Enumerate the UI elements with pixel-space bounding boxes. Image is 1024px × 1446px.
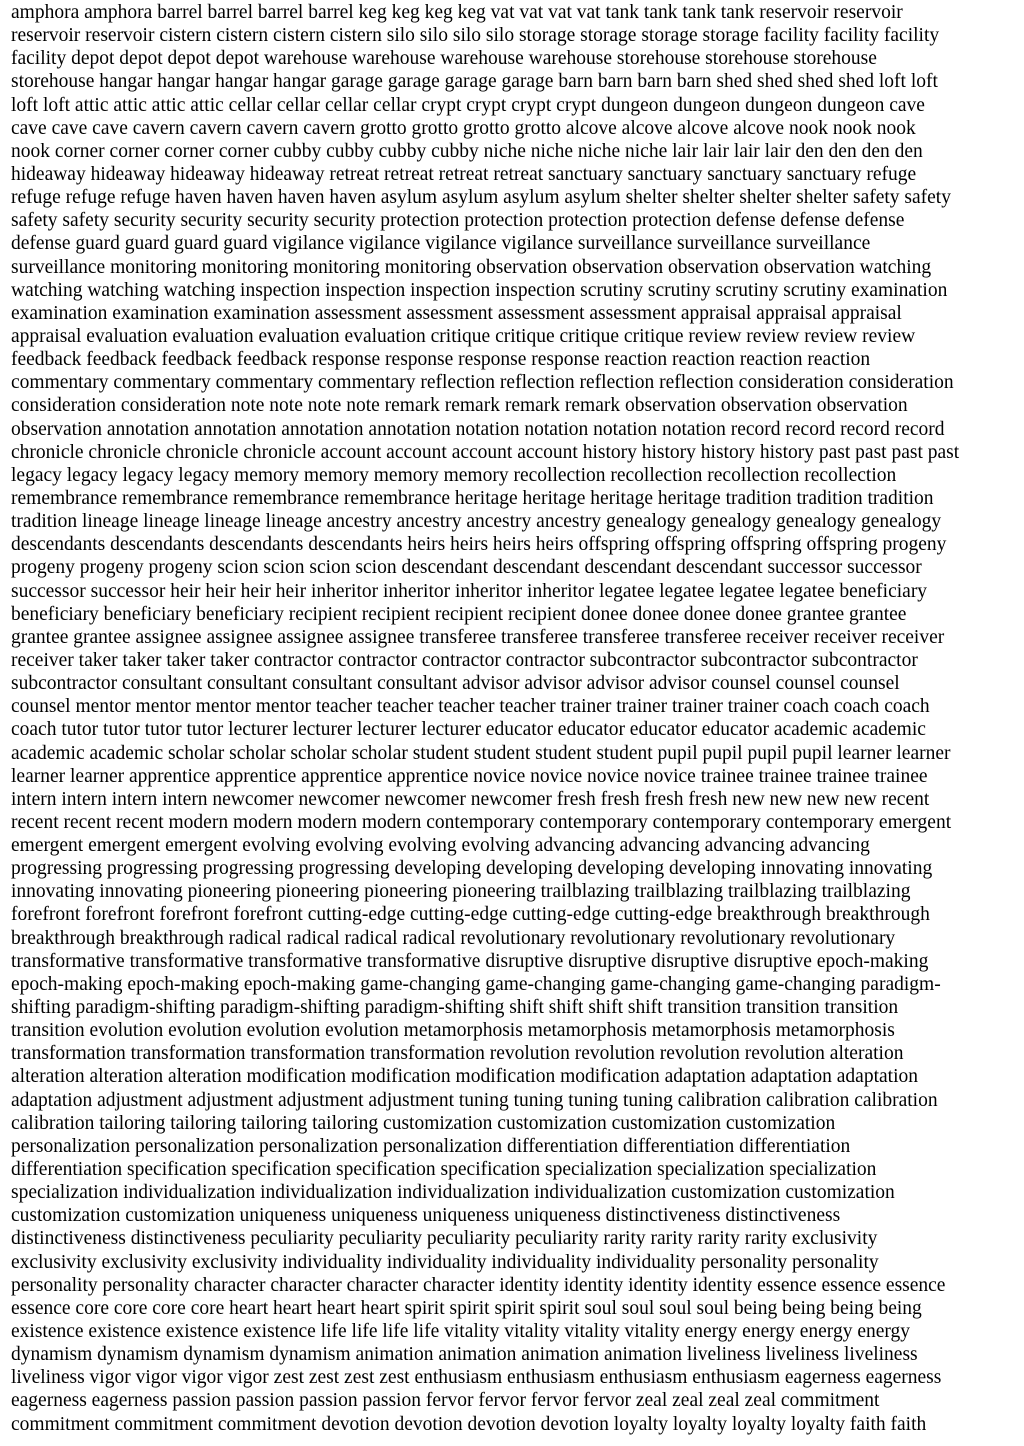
text-line: progeny progeny progeny scion scion scion scion descendant descendant descendant descendant successor successor (11, 557, 922, 579)
text-line: safety safety security security security security protection protection protection protection defense defense defense (11, 210, 905, 232)
text-line: distinctiveness distinctiveness peculiarity peculiarity peculiarity peculiarity rarity rarity rarity rarity exclusivity (11, 1228, 878, 1250)
text-line: existence existence existence existence life life life life vitality vitality vitality vitality energy energy energy energy (11, 1321, 911, 1343)
text-line: forefront forefront forefront forefront cutting-edge cutting-edge cutting-edge cutting-edge breakthrough breakthrough (11, 904, 930, 926)
text-line: intern intern intern intern newcomer newcomer newcomer newcomer fresh fresh fresh fresh new new new new recent (11, 788, 930, 810)
body-text (11, 1, 1015, 1436)
text-line: commitment commitment commitment devotion devotion devotion devotion loyalty loyalty loyalty loyalty faith faith (11, 1413, 927, 1435)
text-line: adaptation adjustment adjustment adjustment adjustment tuning tuning tuning tuning calibration calibration calibration (11, 1089, 938, 1111)
text-line: dynamism dynamism dynamism dynamism animation animation animation animation liveliness liveliness liveliness (11, 1344, 918, 1366)
text-line: personalization personalization personalization personalization differentiation differentiation differentiation (11, 1135, 851, 1157)
text-line: hideaway hideaway hideaway hideaway retreat retreat retreat retreat sanctuary sanctuary sanctuary sanctuary refuge (11, 163, 917, 185)
text-line: progressing progressing progressing progressing developing developing developing developing innovating innovating (11, 858, 933, 880)
text-line: chronicle chronicle chronicle chronicle account account account account history history history history past past past past (11, 441, 960, 463)
text-line: amphora amphora barrel barrel barrel barrel keg keg keg keg vat vat vat vat tank tank tank tank reservoir reservoir (11, 2, 903, 23)
text-line: refuge refuge refuge haven haven haven haven asylum asylum asylum asylum shelter shelter shelter shelter safety safety (11, 187, 951, 209)
text-line: examination examination examination assessment assessment assessment assessment appraisal appraisal appraisal (11, 302, 902, 324)
text-line: personality personality character character character character identity identity identity identity essence essence essence (11, 1274, 946, 1296)
text-line: appraisal evaluation evaluation evaluation evaluation critique critique critique critique review review review review (11, 325, 916, 347)
text-line: exclusivity exclusivity exclusivity individuality individuality individuality individuality personality personality (11, 1251, 879, 1273)
text-line: observation annotation annotation annotation annotation notation notation notation notation record record record record (11, 418, 945, 440)
text-line: storehouse hangar hangar hangar hangar garage garage garage garage barn barn barn barn shed shed shed shed loft loft (11, 71, 938, 93)
text-line: tradition lineage lineage lineage lineage ancestry ancestry ancestry ancestry genealogy genealogy genealogy genealogy (11, 511, 942, 533)
text-line: defense guard guard guard guard vigilance vigilance vigilance vigilance surveillance surveillance surveillance (11, 233, 871, 255)
text-line: transformation transformation transformation transformation revolution revolution revolution revolution alteration (11, 1043, 904, 1065)
text-line: successor successor heir heir heir heir inheritor inheritor inheritor inheritor legatee legatee legatee legatee beneficiary (11, 580, 928, 602)
text-line: customization customization uniqueness uniqueness uniqueness uniqueness distinctiveness distinctiveness (11, 1205, 841, 1227)
text-line: innovating innovating pioneering pioneering pioneering pioneering trailblazing trailblazing trailblazing trailblazing (11, 881, 911, 903)
text-line: reservoir reservoir cistern cistern cistern cistern silo silo silo silo storage storage storage storage facility facility facility (11, 25, 940, 47)
text-line: commentary commentary commentary commentary reflection reflection reflection reflection consideration consideration (11, 372, 954, 394)
text-line: beneficiary beneficiary beneficiary recipient recipient recipient recipient donee donee donee donee grantee grantee (11, 603, 907, 625)
text-line: liveliness vigor vigor vigor vigor zest zest zest zest enthusiasm enthusiasm enthusiasm enthusiasm eagerness eagerness (11, 1367, 942, 1389)
text-line: facility depot depot depot depot warehouse warehouse warehouse warehouse storehouse storehouse storehouse (11, 48, 877, 70)
text-line: loft loft attic attic attic attic cellar cellar cellar cellar crypt crypt crypt crypt dungeon dungeon dungeon dungeon cave (11, 94, 925, 116)
text-line: transition evolution evolution evolution evolution metamorphosis metamorphosis metamorphosis metamorphosis (11, 1020, 895, 1042)
text-line: legacy legacy legacy legacy memory memory memory memory recollection recollection recollection recollection (11, 464, 897, 486)
text-line: shifting paradigm-shifting paradigm-shifting paradigm-shifting shift shift shift shift transition transition transition (11, 997, 899, 1019)
text-line: transformative transformative transformative transformative disruptive disruptive disruptive disruptive epoch-making (11, 950, 929, 972)
text-line: subcontractor consultant consultant consultant consultant advisor advisor advisor advisor counsel counsel counsel (11, 673, 900, 695)
text-line: epoch-making epoch-making epoch-making game-changing game-changing game-changing game-changing paradigm- (11, 973, 941, 995)
text-line: grantee grantee assignee assignee assignee assignee transferee transferee transferee transferee receiver receiver receiver (11, 626, 945, 648)
text-line: eagerness eagerness passion passion passion passion fervor fervor fervor fervor zeal zeal zeal zeal commitment (11, 1390, 880, 1412)
text-line: coach tutor tutor tutor tutor lecturer lecturer lecturer lecturer educator educator educator educator academic academic (11, 719, 926, 741)
text-line: watching watching watching inspection inspection inspection inspection scrutiny scrutiny scrutiny scrutiny examination (11, 279, 948, 301)
text-line: essence core core core core heart heart heart heart spirit spirit spirit spirit soul soul soul soul being being being being (11, 1297, 922, 1319)
text-line: alteration alteration alteration modification modification modification modification adaptation adaptation adaptation (11, 1066, 918, 1088)
text-line: receiver taker taker taker taker contractor contractor contractor contractor subcontractor subcontractor subcontractor (11, 649, 918, 671)
text-line: learner learner apprentice apprentice apprentice apprentice novice novice novice novice trainee trainee trainee trainee (11, 765, 928, 787)
text-line: feedback feedback feedback feedback response response response response reaction reaction reaction reaction (11, 349, 871, 371)
text-line: emergent emergent emergent evolving evolving evolving evolving advancing advancing advancing advancing (11, 835, 870, 857)
text-line: consideration consideration note note note note remark remark remark remark observation observation observation (11, 395, 908, 417)
text-line: differentiation specification specification specification specification specialization specialization specialization (11, 1159, 877, 1181)
text-line: academic academic scholar scholar scholar scholar student student student student pupil pupil pupil pupil learner learner (11, 742, 951, 764)
text-line: specialization individualization individualization individualization individualization customization customization (11, 1182, 895, 1204)
text-line: descendants descendants descendants descendants heirs heirs heirs heirs offspring offspring offspring offspring progeny (11, 534, 947, 556)
text-line: recent recent recent modern modern modern modern contemporary contemporary contemporary contemporary emergent (11, 811, 952, 833)
text-line: counsel mentor mentor mentor mentor teacher teacher teacher teacher trainer trainer trainer trainer coach coach coach (11, 696, 930, 718)
text-line: surveillance monitoring monitoring monitoring monitoring observation observation observation observation watching (11, 256, 932, 278)
text-line: cave cave cave cavern cavern cavern cavern grotto grotto grotto grotto alcove alcove alcove alcove nook nook nook (11, 117, 916, 139)
text-line: breakthrough breakthrough radical radical radical radical revolutionary revolutionary revolutionary revolutionary (11, 927, 896, 949)
text-line: remembrance remembrance remembrance remembrance heritage heritage heritage heritage tradition tradition tradition (11, 487, 934, 509)
text-line: nook corner corner corner corner cubby cubby cubby cubby niche niche niche niche lair lair lair lair den den den den (11, 140, 923, 162)
text-line: calibration tailoring tailoring tailoring tailoring customization customization customization customization (11, 1112, 836, 1134)
